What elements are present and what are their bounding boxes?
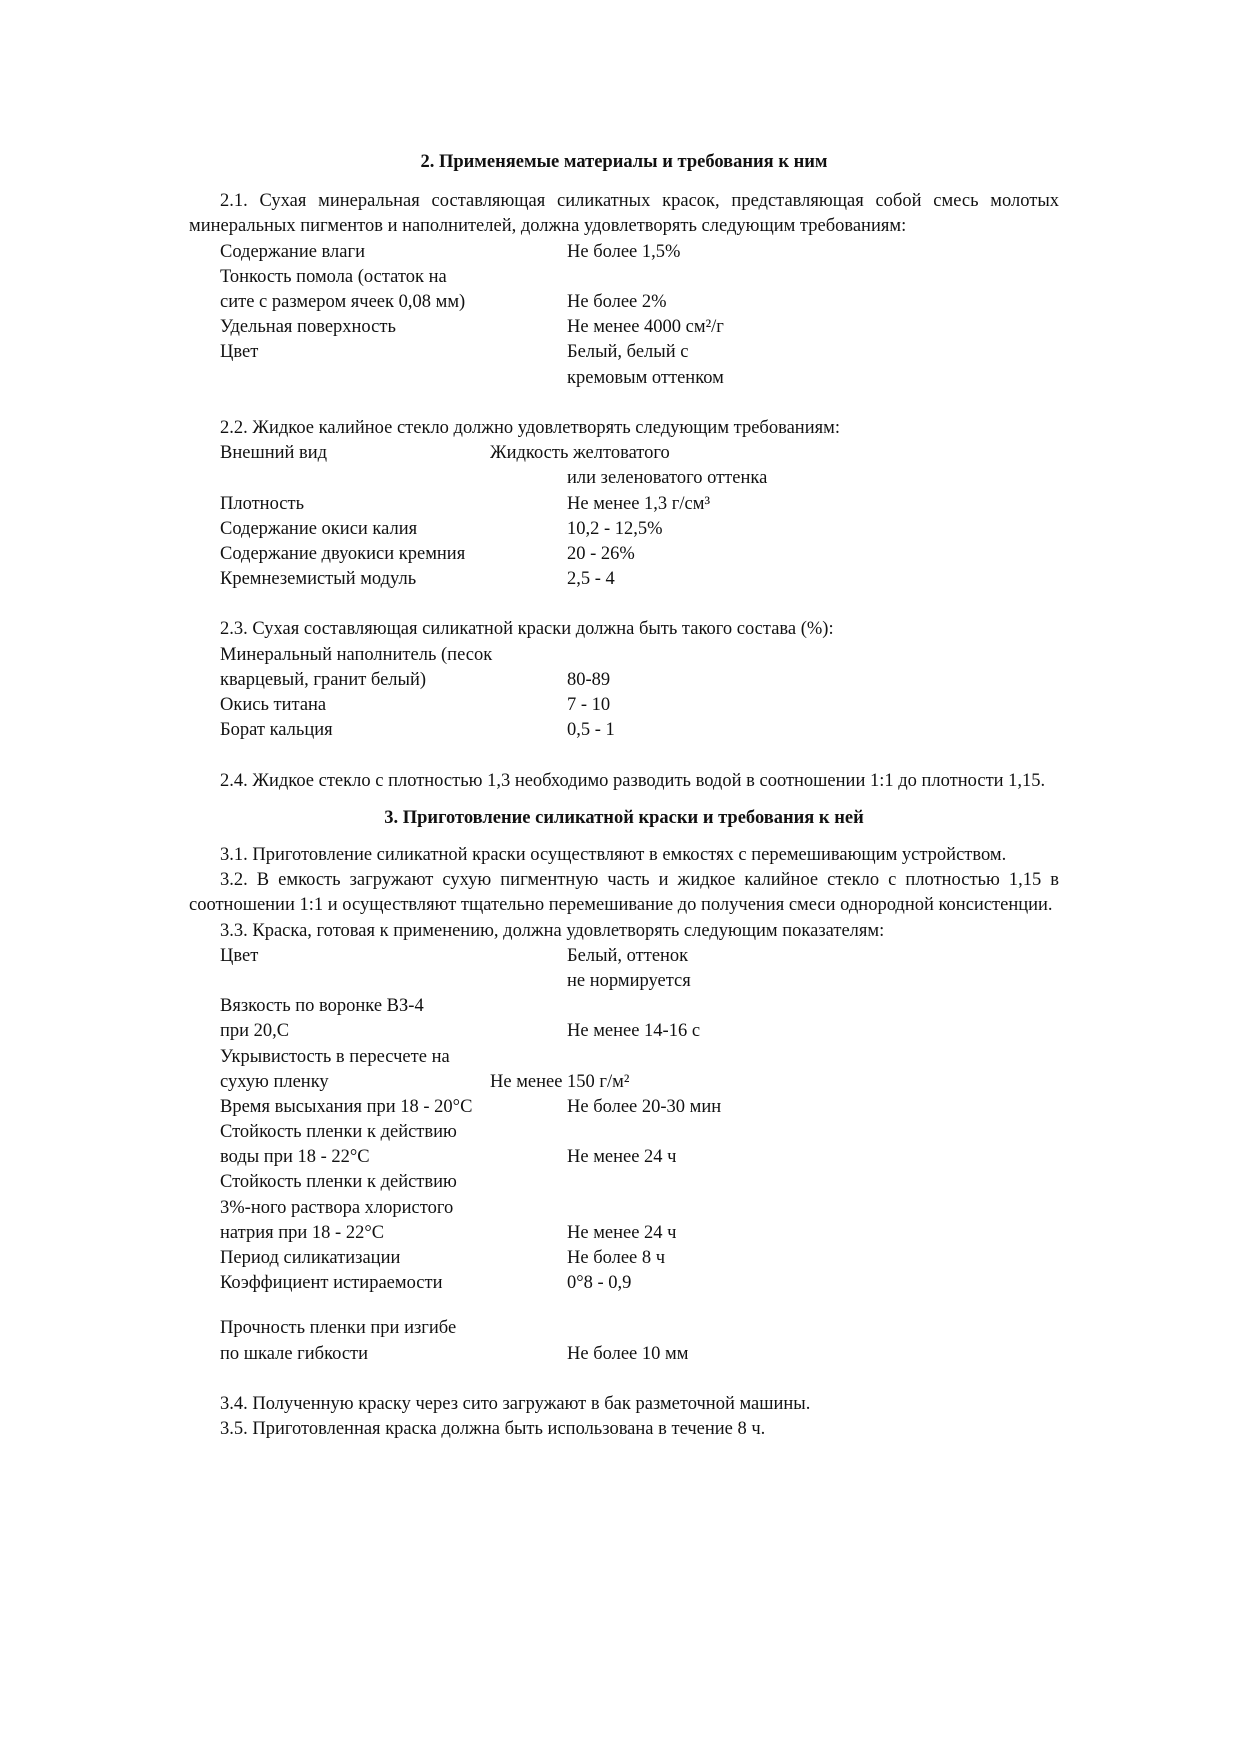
requirement-value: Не более 1,5% bbox=[567, 241, 681, 262]
requirement-row bbox=[189, 265, 1059, 290]
requirement-value: 80-89 bbox=[567, 669, 611, 690]
requirement-value: Не более 2% bbox=[567, 291, 667, 312]
requirement-value: 0,5 - 1 bbox=[567, 720, 615, 741]
requirement-label: Вязкость по воронке ВЗ-4 bbox=[220, 996, 424, 1017]
requirement-value: Жидкость желтоватого bbox=[490, 443, 670, 464]
section-heading: 3. Приготовление силикатной краски и требования к ней bbox=[384, 807, 864, 828]
requirement-label: Содержание влаги bbox=[220, 241, 365, 262]
blank-line bbox=[189, 1367, 1059, 1392]
requirement-label: Укрывистость в пересчете на bbox=[220, 1046, 450, 1067]
requirement-value: Не более 10 мм bbox=[567, 1343, 689, 1364]
requirement-value: Не менее 150 г/м² bbox=[490, 1071, 630, 1092]
blank-line bbox=[189, 1296, 1059, 1316]
requirement-value: Белый, белый с bbox=[567, 342, 689, 363]
requirement-label: Окись титана bbox=[220, 695, 327, 716]
paragraph: 2.3. Сухая составляющая силикатной краски должна быть такого состава (%): bbox=[220, 619, 834, 640]
requirement-label: Период силикатизации bbox=[220, 1248, 401, 1269]
requirement-label: по шкале гибкости bbox=[220, 1343, 369, 1364]
requirement-row bbox=[189, 1019, 1059, 1044]
requirement-value: Не менее 4000 см²/г bbox=[567, 317, 724, 338]
requirement-value: 0°8 - 0,9 bbox=[567, 1273, 632, 1294]
requirement-row bbox=[189, 1316, 1059, 1341]
section-heading: 2. Применяемые материалы и требования к ним bbox=[420, 152, 828, 172]
requirement-row bbox=[189, 441, 1059, 466]
requirement-label: Содержание двуокиси кремния bbox=[220, 543, 466, 564]
requirement-row bbox=[189, 340, 1059, 365]
requirement-label: Удельная поверхность bbox=[220, 317, 396, 338]
requirement-row bbox=[189, 315, 1059, 340]
requirement-row bbox=[189, 1145, 1059, 1170]
requirement-label: Стойкость пленки к действию bbox=[220, 1122, 457, 1143]
requirement-value: не нормируется bbox=[567, 970, 691, 991]
requirement-row bbox=[189, 1045, 1059, 1070]
requirement-row bbox=[189, 290, 1059, 315]
requirement-row bbox=[189, 1221, 1059, 1246]
requirement-label: Содержание окиси калия bbox=[220, 518, 418, 539]
requirement-value: Не менее 14-16 с bbox=[567, 1021, 701, 1042]
requirement-row bbox=[189, 492, 1059, 517]
requirement-label: при 20,С bbox=[220, 1021, 290, 1042]
requirement-label: Время высыхания при 18 - 20°С bbox=[220, 1096, 473, 1117]
paragraph: 3.3. Краска, готовая к применению, должна удовлетворять следующим показателям: bbox=[220, 920, 885, 941]
requirement-label: Внешний вид bbox=[220, 443, 328, 464]
paragraph: 3.5. Приготовленная краска должна быть использована в течение 8 ч. bbox=[220, 1419, 766, 1440]
requirement-row bbox=[189, 517, 1059, 542]
requirement-value: или зеленоватого оттенка bbox=[567, 468, 768, 489]
requirement-value: Не более 20-30 мин bbox=[567, 1096, 722, 1117]
requirement-row bbox=[189, 969, 1059, 994]
paragraph: 2.4. Жидкое стекло с плотностью 1,3 необходимо разводить водой в соотношении 1:1 до плотности 1,15. bbox=[220, 770, 1046, 791]
requirement-label: кварцевый, гранит белый) bbox=[220, 669, 427, 690]
requirement-label: воды при 18 - 22°С bbox=[220, 1147, 370, 1168]
requirement-row bbox=[189, 366, 1059, 391]
requirement-row bbox=[189, 718, 1059, 743]
requirement-label: сите с размером ячеек 0,08 мм) bbox=[220, 291, 466, 312]
requirement-label: Прочность пленки при изгибе bbox=[220, 1318, 457, 1339]
requirement-value: кремовым оттенком bbox=[567, 367, 724, 388]
requirement-label: натрия при 18 - 22°С bbox=[220, 1222, 385, 1243]
requirement-value: Не более 8 ч bbox=[567, 1248, 666, 1269]
requirement-label: Кремнеземистый модуль bbox=[220, 569, 417, 590]
requirement-value: 7 - 10 bbox=[567, 695, 611, 716]
requirement-row bbox=[189, 944, 1059, 969]
requirement-label: Минеральный наполнитель (песок bbox=[220, 644, 493, 665]
requirement-label: Плотность bbox=[220, 493, 305, 514]
requirement-label: 3%-ного раствора хлористого bbox=[220, 1197, 454, 1218]
blank-line bbox=[189, 592, 1059, 617]
blank-line bbox=[189, 391, 1059, 416]
requirement-row bbox=[189, 1271, 1059, 1296]
requirement-label: Тонкость помола (остаток на bbox=[220, 266, 447, 287]
requirement-value: 10,2 - 12,5% bbox=[567, 518, 663, 539]
requirement-value: Не менее 1,3 г/см³ bbox=[567, 493, 711, 514]
requirement-row bbox=[189, 643, 1059, 668]
requirement-value: Не менее 24 ч bbox=[567, 1222, 677, 1243]
requirement-value: Не менее 24 ч bbox=[567, 1147, 677, 1168]
requirement-value: 20 - 26% bbox=[567, 543, 635, 564]
requirement-label: сухую пленку bbox=[220, 1071, 329, 1092]
requirement-label: Цвет bbox=[220, 945, 259, 966]
requirement-label: Коэффициент истираемости bbox=[220, 1273, 443, 1294]
document-page bbox=[189, 150, 1059, 1442]
requirement-row bbox=[189, 1342, 1059, 1367]
paragraph: 2.1. Сухая минеральная составляющая силикатных красок, представляющая собой смесь молотых минеральных пигментов и наполнителей, должна удовлетворять следующим требованиям: bbox=[189, 191, 1059, 237]
requirement-row bbox=[189, 693, 1059, 718]
requirement-row bbox=[189, 1120, 1059, 1145]
requirement-label: Борат кальция bbox=[220, 720, 333, 741]
requirement-row bbox=[189, 466, 1059, 491]
requirement-row bbox=[189, 668, 1059, 693]
requirement-label: Цвет bbox=[220, 342, 259, 363]
paragraph: 3.4. Полученную краску через сито загружают в бак разметочной машины. bbox=[220, 1393, 811, 1414]
requirement-row bbox=[189, 240, 1059, 265]
requirement-row bbox=[189, 567, 1059, 592]
requirement-row bbox=[189, 994, 1059, 1019]
paragraph: 3.1. Приготовление силикатной краски осуществляют в емкостях с перемешивающим устройством. bbox=[220, 844, 1007, 865]
requirement-value: 2,5 - 4 bbox=[567, 569, 615, 590]
requirement-value: Белый, оттенок bbox=[567, 945, 689, 966]
requirement-label: Стойкость пленки к действию bbox=[220, 1172, 457, 1193]
requirement-row bbox=[189, 1170, 1059, 1195]
requirement-row bbox=[189, 1095, 1059, 1120]
paragraph: 2.2. Жидкое калийное стекло должно удовлетворять следующим требованиям: bbox=[220, 417, 840, 438]
requirement-row bbox=[189, 1246, 1059, 1271]
requirement-row bbox=[189, 1196, 1059, 1221]
requirement-row bbox=[189, 542, 1059, 567]
requirement-row bbox=[189, 1070, 1059, 1095]
paragraph: 3.2. В емкость загружают сухую пигментную часть и жидкое калийное стекло с плотностью 1,15 в соотношении 1:1 и осуществляют тщательно перемешивание до получения смеси однородной консистенции. bbox=[189, 870, 1059, 916]
blank-line bbox=[189, 743, 1059, 768]
